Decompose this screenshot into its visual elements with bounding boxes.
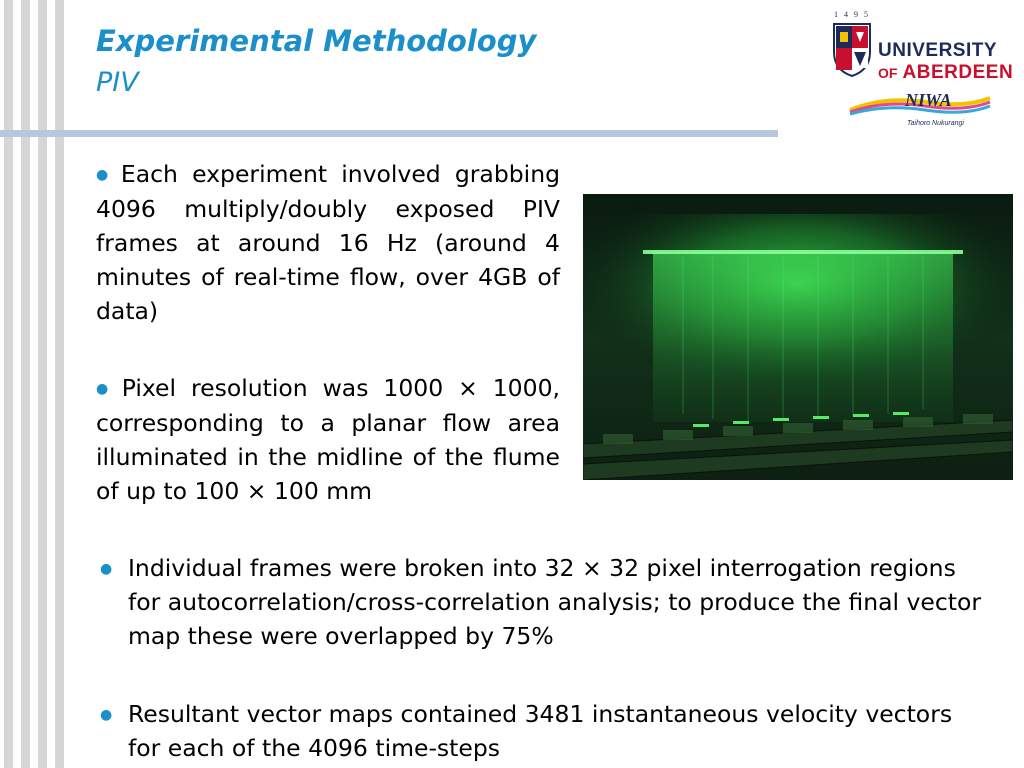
left-stripe-2 bbox=[21, 0, 30, 768]
university-name-line1: UNIVERSITY bbox=[878, 40, 998, 61]
bullet-text: Pixel resolution was 1000 × 1000, corresponding to a planar flow area illuminated in the midline of the flume of up to 100 × 100 mm bbox=[96, 374, 560, 505]
university-year: 1 4 9 5 bbox=[834, 10, 870, 19]
slide-title: Experimental Methodology bbox=[96, 24, 537, 58]
left-stripe-4 bbox=[55, 0, 64, 768]
niwa-logo bbox=[845, 88, 995, 133]
bullet-item-frames bbox=[96, 157, 560, 328]
bullet-dot-icon: ● bbox=[96, 167, 115, 183]
niwa-tagline: Taihoro Nukurangi bbox=[907, 120, 964, 127]
slide-subtitle: PIV bbox=[96, 67, 139, 98]
university-crest-icon bbox=[832, 22, 872, 78]
bullet-dot-icon: ● bbox=[100, 561, 113, 577]
university-of: OF bbox=[878, 65, 898, 81]
bullet-item-interrogation: Individual frames were broken into 32 × 32 pixel interrogation regions for autocorrelation/cross-correlation analysis; to produce the final vector map these were overlapped by 75% bbox=[128, 554, 982, 650]
bullet-item-vector-maps: Resultant vector maps contained 3481 instantaneous velocity vectors for each of the 4096 time-steps bbox=[128, 700, 953, 762]
piv-flume-photo bbox=[583, 194, 1013, 480]
bullet-dot-icon: ● bbox=[96, 381, 116, 397]
university-logo bbox=[830, 10, 1014, 83]
university-name-line2 bbox=[878, 62, 1013, 84]
title-divider bbox=[0, 130, 778, 137]
bullet-item-resolution bbox=[96, 371, 560, 508]
left-stripe-1 bbox=[4, 0, 13, 768]
left-stripe-3 bbox=[38, 0, 47, 768]
niwa-name: NIWA bbox=[905, 90, 952, 110]
bullet-text: Each experiment involved grabbing 4096 multiply/doubly exposed PIV frames at around 16 Hz (around 4 minutes of real-time flow, over 4GB of data) bbox=[96, 160, 561, 325]
university-aberdeen: ABERDEEN bbox=[902, 62, 1014, 83]
bullet-dot-icon: ● bbox=[100, 707, 113, 723]
